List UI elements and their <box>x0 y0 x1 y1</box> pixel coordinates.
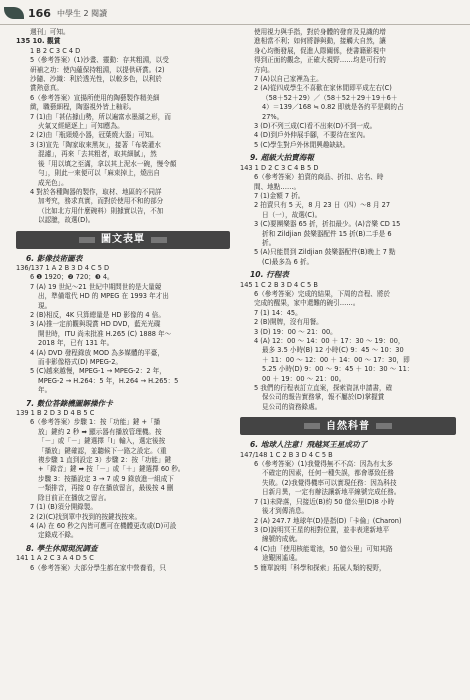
answer-line: 而非影像格式(D) MPEG-2。 <box>38 358 122 366</box>
answer-line: 「－」或「－」鍵選擇「I」輸入，選定後按 <box>38 437 166 446</box>
answer-line: 使用視力與手指，對於身體的發育及見識的增 <box>254 28 386 36</box>
section-heading: 6. 地球人注意！飛越冥王星成功了 <box>250 440 368 450</box>
answer-line: 2 (B)開牌，沒有用餐。 <box>254 318 323 327</box>
answer-line: 2 (A)從四成學生不喜歡在家休閒即平成左右(C) <box>254 84 392 93</box>
answer-line: 間、地點……。 <box>254 182 301 191</box>
answer-line: 6（參考答案）大部分學生都在家中營養看，只 <box>30 563 167 572</box>
answer-line: 2 (2)由「瓶頸燒小器，冠葉燒大器」可知。 <box>30 131 158 140</box>
page-number: 166 <box>28 6 51 20</box>
answer-line: 3 (D)說明冥王星的相對位置，並非表達新地平 <box>254 525 390 534</box>
answer-line: 出，準備電代 HD 的 MPEG 在 1993 年才出 <box>38 292 169 301</box>
banner-decoration <box>151 237 167 243</box>
book-title: 中學生 2 閱讀 <box>56 8 108 18</box>
answer-line: 見公司的資務錄處。 <box>262 402 322 411</box>
banner-decoration <box>304 423 320 429</box>
answer-line: 6（參考答案）步驟 1：按「功能」鍵 +「播 <box>30 418 161 427</box>
answer-line: 得到正面的觀念，正確大視野……均是可行的 <box>254 56 386 65</box>
answer-line: 「播放」鍵確認，並聽候下一路之設定。（重 <box>38 446 167 455</box>
answer-line: 145 1 C 2 B 3 D 4 C 5 B <box>240 280 318 289</box>
answer-line: 7 (1)未降落，只接近(B)約 50 億公里(D)8 小時 <box>254 497 395 506</box>
answer-line: 定錄成不錄。 <box>38 531 78 540</box>
answer-line: 放」鍵約 2 秒 ➡ 顯示器有播放管理機。按 <box>38 427 162 436</box>
answer-line: 7 (1) 14：45。 <box>254 308 302 317</box>
answer-line: 日新月異，一定有辦法讓新地平線號完成任務。 <box>262 488 401 497</box>
section-banner <box>16 231 230 249</box>
answer-line: 2 (A) 247.7 地球年(D)是指(D)「卡倫」(Charon) <box>254 516 402 525</box>
answer-line: 4 (A) 在 60 秒之內皆可應可在機體更改或(D)可設 <box>30 521 177 530</box>
answer-line: 5 (A)只能買到 Zildjian 鼓樂器配件(B)晚上 7 點 <box>254 248 396 257</box>
answer-line: 5 我們的行程表訂立直案，探索資訊申請書，確 <box>254 384 393 393</box>
answer-line: 緻，職藝細程，陶器視外皆上釉彩。 <box>30 103 136 112</box>
answer-line: +「錄音」鍵 ➡ 按「－」或「＋」鍵選擇 60 秒。 <box>38 465 185 474</box>
answer-line: 折和 Zildjian 鼓樂器配件 15 折(B)二手是 6 <box>262 229 392 238</box>
answer-line: 3 (3)宣先「陶家取來黑灰」，接著「布裝灌水 <box>30 140 162 149</box>
answer-line: 以認臆，故選(D)。 <box>38 216 95 225</box>
answer-line: 一類排音，再接 0 存在播放留言，最後按 4 刪 <box>38 484 174 493</box>
answer-line: 3 (A)推一定前觀與現賞 HD DVD，藍光光碟 <box>30 320 161 329</box>
section-heading: 7. 數位答錄機圖解操作卡 <box>26 398 113 408</box>
answer-line: 7 (1) (B)須分開錄製。 <box>30 503 97 512</box>
answer-line: 1 B 2 C 3 C 4 D <box>30 46 81 55</box>
answer-line: 6（參考答案）宣揚所使用的陶藝製作精美細 <box>30 93 160 102</box>
answer-line: 成光色」。 <box>38 178 68 187</box>
answer-line: 27%。 <box>262 112 284 121</box>
banner-decoration <box>376 423 392 429</box>
answer-line: 4）＝139／168 ≒ 0.82 即就是各約平是剩的占 <box>262 103 404 112</box>
answer-line: 完成的醒果，家中還難的碗引……。 <box>254 299 360 308</box>
answer-line: 3 (D) 19：00 ～ 21：00。 <box>254 327 337 336</box>
answer-line: 2018 年，已有 131 年。 <box>38 339 114 348</box>
answer-line: 混濾」，再來「去其粗者，取其細腻」，然 <box>38 150 157 159</box>
answer-line: 步驟 3：按播設定 3 → 7 或 9 錄放進一組成下 <box>38 474 174 483</box>
header-divider <box>0 24 470 25</box>
answer-line: 最多 3.5 小時(B) 12 小時(C) 9：45 ～ 10：30 <box>262 346 404 355</box>
answer-line: 賞熱意真。 <box>30 84 63 93</box>
banner-decoration <box>79 237 95 243</box>
answer-line: 3 (C)要團樂器 65 折，折扣最少。(A)音樂 CD 15 <box>254 220 401 229</box>
banner-title: 自然科普 <box>326 420 370 432</box>
answer-line: 5 (C)學生對戶外休閒興趣缺缺。 <box>254 140 350 149</box>
answer-line: 後才到傳消息。 <box>262 507 309 516</box>
banner-title: 圖文表單 <box>101 233 145 245</box>
right-column <box>240 28 456 573</box>
section-heading: 6. 影像技術圖表 <box>26 253 83 263</box>
answer-line: 火氣又經絕逐上」可知應為。 <box>38 122 124 131</box>
answer-line: 途艱困遙遠。 <box>262 554 302 563</box>
answer-line: MPEG-2 → H.264：5 年，H.264 → H.265：5 <box>38 376 179 385</box>
answer-line: 除目前正在播放之留言。 <box>38 493 111 502</box>
leaf-icon <box>4 7 24 19</box>
answer-line: 身心均衡發展，促進人際關係，使書籍影視中 <box>254 46 386 55</box>
answer-line: 00 ＋ 19：00 ～ 21：00。 <box>262 374 346 383</box>
answer-line: 失敗。(2)我覺得機率可以實現任務：因為科技 <box>262 478 397 487</box>
answer-line: 加考究，務求真實，而對於使用不和的部分 <box>38 197 164 206</box>
page-header <box>0 0 470 26</box>
answer-line: 7 (1)金額 7 折。 <box>254 191 305 200</box>
answer-line: 年。 <box>38 386 52 395</box>
answer-line: 6 ❶ 1920；❷ 720；❸ 4。 <box>30 273 114 282</box>
answer-line: 週刊」可知。 <box>30 28 70 36</box>
answer-line: 7 (1)由「甚佔據山勢，所以遍富水墨湖之形，而 <box>30 112 171 121</box>
answer-line: 4 (A) DVD 發程錄放 MOD 為多媒體的平臺， <box>30 348 164 357</box>
answer-line: 2 拍賣只有 5 天，8 月 23 日（四）～8 月 27 <box>254 201 391 210</box>
section-heading: 9. 超級大拍賣海報 <box>250 153 314 163</box>
section-heading: 8. 學生休閒現況調查 <box>26 543 98 553</box>
answer-line: 4 對於各種陶器的製作，取材、地區的不同詳 <box>30 187 162 196</box>
answer-line: 139 1 B 2 D 3 D 4 B 5 C <box>16 409 95 418</box>
answer-line: 7 (A) 19 世紀～21 世紀中期問世的是大量競 <box>30 282 162 291</box>
answer-line: 5.25 小時(D) 9：00 ～ 9：45 ＋ 10：30 ～ 11： <box>262 365 414 374</box>
answer-line: 勻」，則此一來便可以「麻束掉上，燒出自 <box>38 169 160 178</box>
answer-line: 4 (D)到戶外伸展手腳，不要待在室內。 <box>254 131 370 140</box>
answer-line: 保公司的報告實務掌，報不屬於(D)掌握賞 <box>262 393 385 402</box>
answer-line: 開世時，ITU 尚未批准 H.265 (C) 1888 年～ <box>38 329 172 338</box>
answer-line: 147/148 1 C 2 B 3 D 4 C 5 B <box>240 450 333 459</box>
answer-line: 5 (C)越來越慢，MPEG-1 → MPEG-2：2 年， <box>30 367 166 376</box>
answer-line: 後「用以填之至滿，拿以其上泥水一碗，慢令顏 <box>38 159 177 168</box>
left-column <box>16 28 230 573</box>
answer-line: 日（一），故選(C)。 <box>262 210 322 219</box>
answer-line: 不確定的因素，任何一種失誤，都會導致任務 <box>262 469 394 478</box>
answer-line: 研補之功：使內蘊保持粗淵，以提供研賞。(2) <box>30 65 165 74</box>
answer-line: (C)最多為 6 折。 <box>262 257 314 266</box>
answer-line: 3 (D)不列三成(C)看不出來(D)不到一成。 <box>254 122 377 131</box>
answer-line: 6（參考答案）完成的結果，下周的音程、將於 <box>254 289 391 298</box>
answer-line: 4 (C)由「使用核能電池，50 億公里」可知其路 <box>254 544 393 553</box>
answer-line: 5（參考答案）(1)沙畫、靈動：存其粗淵，以受 <box>30 56 169 65</box>
answer-line: 方向。 <box>254 65 274 74</box>
answer-line: 沙隨、沙織：利於透光性，以較多色，以利於 <box>30 75 162 84</box>
section-heading: 10. 行程表 <box>250 270 289 280</box>
answer-line: 折。 <box>262 238 276 247</box>
answer-line: 135 10. 觀賞 <box>16 37 61 46</box>
answer-line: 7 (A)以自己家裡為主。 <box>254 75 323 84</box>
answer-line: 6（參考答案）(1)我覺得無不不高：因為有太多 <box>254 460 393 469</box>
answer-line: 現。 <box>38 301 52 310</box>
answer-line: 6（參考答案）拍賣的商品、折扣、店名、時 <box>254 173 384 182</box>
answer-line: （比如北方用什麼碗料）則據實以告，不加 <box>38 206 164 215</box>
answer-line: 2 (B)相反，4K 只算總量是 HD 影像的 4 倍。 <box>30 310 165 319</box>
answer-line: 5 簡單說明「科學和探索」拓展人類的視野， <box>254 563 386 572</box>
answer-line: 2 (2)(C)找到單中找到的按鍵找按來。 <box>30 512 142 521</box>
answer-line: 141 1 A 2 C 3 A 4 D 5 C <box>16 554 94 563</box>
answer-line: 線號的成就。 <box>262 535 302 544</box>
answer-line: 4 (A) 12：00 ～ 14：00 ＋ 17：30 ～ 19：00， <box>254 337 405 345</box>
answer-line: 進相當不利；如何將靜與動，接觸大自然，讓 <box>254 37 386 46</box>
section-banner <box>240 417 456 435</box>
answer-line: 143 1 D 2 C 3 C 4 B 5 D <box>240 163 319 172</box>
answer-line: ＋ 11：00 ～ 12：00 ＋ 14：00 ～ 17：30，即 <box>262 355 410 364</box>
answer-line: 136/137 1 A 2 B 3 D 4 C 5 D <box>16 263 110 272</box>
answer-line: 複步驟 1 直到設定 3）步驟 2：按「功能」鍵 <box>38 456 172 465</box>
answer-line: （58＋52＋29）／（58＋52＋29＋19＋6＋ <box>262 93 398 102</box>
